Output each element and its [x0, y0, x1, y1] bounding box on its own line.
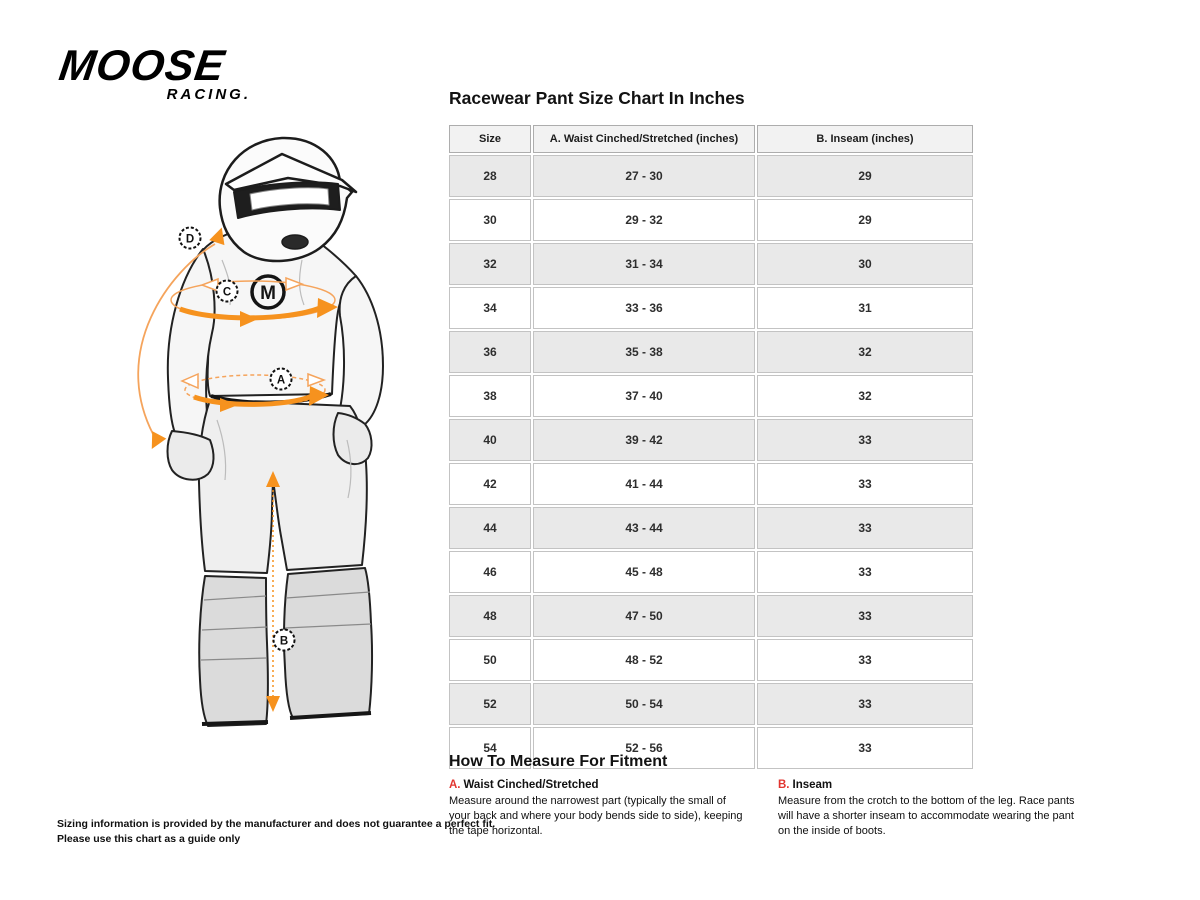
table-row [449, 243, 973, 285]
inseam-cell: 33 [757, 727, 973, 769]
waist-cell: 31 - 34 [533, 243, 755, 285]
table-row [449, 683, 973, 725]
measure-label-inseam: Inseam [792, 779, 833, 791]
rider-left-glove [168, 431, 214, 480]
table-row [449, 595, 973, 637]
waist-cell: 39 - 42 [533, 419, 755, 461]
table-row [449, 507, 973, 549]
size-cell: 48 [449, 595, 531, 637]
sizing-disclaimer-line1: Sizing information is provided by the manufacturer and does not guarantee a perfect fit. [57, 818, 496, 830]
measure-section-inseam [778, 779, 1086, 839]
how-to-measure-title: How To Measure For Fitment [449, 753, 668, 770]
size-cell: 44 [449, 507, 531, 549]
measure-badge-c [217, 281, 238, 302]
measure-badge-b [274, 630, 295, 651]
measure-section-inseam-body: Measure from the crotch to the bottom of the leg. Race pants will have a shorter inseam to accommodate wearing the pant on the inside of boots. [778, 795, 1075, 837]
inseam-cell: 33 [757, 639, 973, 681]
brand-logo [56, 42, 257, 103]
rider-right-arm [339, 276, 383, 425]
size-cell: 36 [449, 331, 531, 373]
helmet-chin-vent [282, 235, 308, 249]
size-cell: 32 [449, 243, 531, 285]
waist-cell: 29 - 32 [533, 199, 755, 241]
waist-cell: 33 - 36 [533, 287, 755, 329]
inseam-cell: 33 [757, 551, 973, 593]
inseam-cell: 33 [757, 507, 973, 549]
inseam-cell: 29 [757, 199, 973, 241]
table-header-row [449, 125, 973, 153]
measure-badge-a [271, 369, 292, 390]
jersey-logo-letter: M [260, 283, 276, 304]
measure-badge-d-letter: D [185, 233, 195, 246]
size-cell: 28 [449, 155, 531, 197]
waist-cell: 45 - 48 [533, 551, 755, 593]
brand-logo-primary: MOOSE [56, 42, 229, 90]
waist-cell: 37 - 40 [533, 375, 755, 417]
table-row [449, 155, 973, 197]
table-row [449, 331, 973, 373]
column-header-inseam: B. Inseam (inches) [757, 125, 973, 153]
measure-section-waist-body: Measure around the narrowest part (typically the small of your back and where your body bends side to side), keeping the tape horizontal. [449, 795, 743, 837]
rider-right-boot [284, 568, 372, 718]
inseam-cell: 33 [757, 683, 973, 725]
waist-cell: 43 - 44 [533, 507, 755, 549]
rider-measurement-illustration [52, 128, 432, 743]
size-chart-table [447, 123, 975, 771]
column-header-waist: A. Waist Cinched/Stretched (inches) [533, 125, 755, 153]
size-cell: 30 [449, 199, 531, 241]
inseam-cell: 33 [757, 419, 973, 461]
measure-badge-b-letter: B [279, 635, 289, 648]
table-row [449, 639, 973, 681]
measure-label-waist: Waist Cinched/Stretched [463, 779, 599, 791]
size-cell: 50 [449, 639, 531, 681]
size-cell: 34 [449, 287, 531, 329]
waist-cell: 52 - 56 [533, 727, 755, 769]
inseam-cell: 29 [757, 155, 973, 197]
sizing-disclaimer-line2: Please use this chart as a guide only [57, 833, 241, 845]
brand-logo-secondary: RACING. [166, 85, 251, 103]
table-row [449, 375, 973, 417]
measure-letter-b: B. [778, 779, 790, 791]
inseam-cell: 32 [757, 331, 973, 373]
measure-section-waist-heading [449, 779, 746, 791]
measure-section-inseam-heading [778, 779, 1086, 791]
inseam-cell: 32 [757, 375, 973, 417]
inseam-cell: 30 [757, 243, 973, 285]
inseam-cell: 31 [757, 287, 973, 329]
measure-badge-c-letter: C [222, 286, 232, 299]
waist-cell: 35 - 38 [533, 331, 755, 373]
size-cell: 46 [449, 551, 531, 593]
sizing-disclaimer [57, 817, 495, 847]
table-row [449, 287, 973, 329]
table-row [449, 199, 973, 241]
size-chart-title: Racewear Pant Size Chart In Inches [449, 88, 745, 108]
size-cell: 52 [449, 683, 531, 725]
inseam-cell: 33 [757, 463, 973, 505]
waist-cell: 41 - 44 [533, 463, 755, 505]
measure-badge-d [180, 228, 201, 249]
table-row [449, 419, 973, 461]
size-cell: 38 [449, 375, 531, 417]
inseam-cell: 33 [757, 595, 973, 637]
size-cell: 54 [449, 727, 531, 769]
waist-cell: 48 - 52 [533, 639, 755, 681]
waist-cell: 27 - 30 [533, 155, 755, 197]
table-row [449, 463, 973, 505]
size-cell: 40 [449, 419, 531, 461]
waist-cell: 50 - 54 [533, 683, 755, 725]
table-row [449, 551, 973, 593]
size-cell: 42 [449, 463, 531, 505]
measure-badge-a-letter: A [276, 374, 286, 387]
waist-cell: 47 - 50 [533, 595, 755, 637]
column-header-size: Size [449, 125, 531, 153]
measure-letter-a: A. [449, 779, 461, 791]
